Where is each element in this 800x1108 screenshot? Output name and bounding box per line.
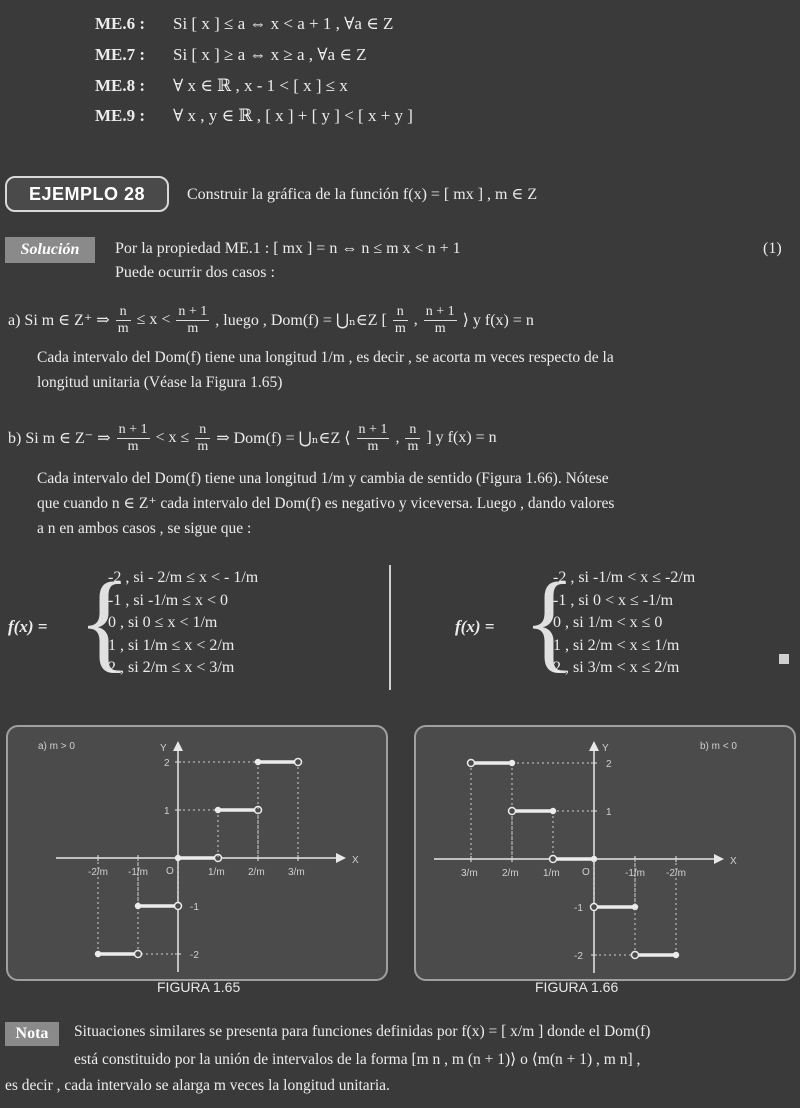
fraction-num: n + 1: [178, 303, 208, 319]
closed-endpoint: [135, 903, 141, 909]
property-label: ME.9 :: [95, 106, 146, 125]
open-endpoint: [550, 856, 557, 863]
closed-endpoint: [673, 952, 679, 958]
x-tick-label: 3/m: [461, 868, 478, 879]
property-text: Si [ x ] ≥ a ⇔ x ≥ a , ∀a ∈ Z: [173, 45, 367, 64]
figure-tag: a) m > 0: [38, 741, 75, 752]
closed-endpoint: [550, 808, 556, 814]
case-b-dom: ⇒ Dom(f) = ⋃ₙ∈Z ⟨: [216, 430, 351, 447]
fraction-num: n: [116, 304, 131, 321]
fraction: [117, 422, 150, 455]
nota-line3: es decir , cada intervalo se alarga m veces la longitud unitaria.: [5, 1077, 390, 1094]
closed-endpoint: [215, 807, 221, 813]
figure-165: [6, 725, 388, 981]
y-axis-arrow: [589, 741, 599, 751]
open-endpoint: [468, 760, 475, 767]
piecewise-left: [108, 567, 258, 680]
left-brace: {: [78, 560, 131, 682]
origin-label: O: [166, 866, 174, 877]
piece-row: 1 , si 1/m ≤ x < 2/m: [108, 636, 235, 654]
x-tick-label: 3/m: [288, 867, 305, 878]
figure-165-plot: [8, 727, 386, 979]
piece-row: 2 , si 2/m ≤ x < 3/m: [108, 659, 235, 676]
x-axis-arrow: [336, 853, 346, 863]
y-tick-label: 1: [606, 807, 612, 818]
case-a-dom: , luego , Dom(f) = ⋃ₙ∈Z [: [215, 312, 387, 329]
x-axis-arrow: [714, 854, 724, 864]
right-brace: {: [523, 560, 576, 682]
property-me6: [95, 14, 393, 34]
open-endpoint: [509, 808, 516, 815]
fraction: [176, 304, 209, 337]
case-b-lead: b) Si m ∈ Z⁻ ⇒: [8, 430, 111, 447]
text-line: que cuando n ∈ Z⁺ cada intervalo del Dom(f) es negativo y viceversa. Luego , dando valores: [37, 495, 615, 512]
case-b-sep: ,: [395, 429, 400, 446]
column-divider: [389, 565, 391, 690]
case-b-mid: < x ≤: [155, 429, 190, 446]
case-a-formula: [8, 300, 534, 340]
fraction-den: m: [197, 438, 209, 454]
text-line: Cada intervalo del Dom(f) tiene una longitud 1/m , es decir , se acorta m veces respecto de la: [37, 349, 614, 366]
y-axis-arrow: [173, 741, 183, 751]
text-line: Cada intervalo del Dom(f) tiene una longitud 1/m y cambia de sentido (Figura 1.66). Nótese: [37, 470, 609, 487]
x-axis-label: X: [352, 855, 359, 866]
property-me9: [95, 106, 413, 126]
piece-row: -1 , si 0 < x ≤ -1/m: [553, 591, 674, 609]
fx-right-label: f(x) =: [455, 617, 495, 636]
x-tick-label: -1/m: [625, 868, 645, 879]
x-tick-label: 2/m: [502, 868, 519, 879]
fraction: [357, 422, 390, 455]
property-text: ∀ x ∈ ℝ , x - 1 < [ x ] ≤ x: [173, 76, 348, 95]
y-tick-label: 2: [606, 759, 612, 770]
open-endpoint: [295, 759, 302, 766]
fraction-den: m: [117, 320, 129, 336]
x-axis-label: X: [730, 856, 737, 867]
piece-row: 2 , si 3/m < x ≤ 2/m: [553, 659, 680, 676]
fraction-num: n: [405, 422, 420, 439]
fraction-den: m: [407, 438, 419, 454]
open-endpoint: [175, 903, 182, 910]
x-tick-label: 1/m: [543, 868, 560, 879]
figure-166-caption: FIGURA 1.66: [535, 979, 619, 995]
case-a-sep: ,: [413, 311, 418, 328]
case-a-tail: ⟩ y f(x) = n: [462, 312, 534, 329]
y-tick-label: -1: [574, 903, 583, 914]
property-label: ME.6 :: [95, 14, 146, 33]
fraction: [424, 304, 457, 337]
fraction-den: m: [127, 438, 139, 454]
property-text: ∀ x , y ∈ ℝ , [ x ] + [ y ] < [ x + y ]: [173, 106, 413, 125]
case-b-formula: [8, 418, 497, 458]
example-badge: EJEMPLO 28: [5, 176, 169, 212]
figure-165-caption: FIGURA 1.65: [157, 979, 241, 995]
fx-left-label: f(x) =: [8, 617, 48, 636]
equation-number: (1): [763, 240, 782, 257]
property-me8: [95, 76, 348, 96]
open-endpoint: [632, 952, 639, 959]
fraction-num: n: [393, 304, 408, 321]
property-me7: [95, 45, 367, 65]
x-tick-label: -1/m: [128, 867, 148, 878]
piece-row: 1 , si 2/m < x ≤ 1/m: [553, 636, 680, 654]
y-tick-label: -2: [190, 950, 199, 961]
piece-row: 0 , si 0 ≤ x < 1/m: [108, 614, 218, 631]
fraction-den: m: [187, 320, 199, 336]
figure-166: [414, 725, 796, 981]
closed-endpoint: [95, 951, 101, 957]
x-tick-label: -2/m: [666, 868, 686, 879]
piece-row: -2 , si - 2/m ≤ x < - 1/m: [108, 569, 259, 586]
y-axis-label: Y: [602, 743, 609, 754]
nota-line2: está constituido por la unión de intervalos de la forma [m n , m (n + 1)⟩ o ⟨m(n + 1) , m n] ,: [74, 1051, 641, 1068]
text-line: a n en ambos casos , se sigue que :: [37, 520, 252, 537]
y-tick-label: -1: [190, 902, 199, 913]
case-b-tail: ] y f(x) = n: [426, 429, 497, 446]
solution-line1: Por la propiedad ME.1 : [ mx ] = n ⇔ n ≤ m x < n + 1: [115, 240, 461, 257]
open-endpoint: [591, 904, 598, 911]
case-a-lead: a) Si m ∈ Z⁺ ⇒: [8, 312, 110, 329]
piece-row: 0 , si 1/m < x ≤ 0: [553, 614, 663, 631]
fraction-num: n + 1: [425, 303, 455, 319]
text-line: longitud unitaria (Véase la Figura 1.65): [37, 374, 283, 391]
closed-endpoint: [509, 760, 515, 766]
solution-badge: Solución: [5, 237, 95, 263]
origin-label: O: [582, 867, 590, 878]
case-b-paragraph: [37, 466, 614, 541]
figure-tag: b) m < 0: [700, 741, 737, 752]
y-tick-label: 2: [164, 758, 170, 769]
solution-line2: Puede ocurrir dos casos :: [115, 264, 275, 281]
case-a-mid: ≤ x <: [136, 311, 171, 328]
piecewise-right: [553, 567, 695, 680]
x-tick-label: 1/m: [208, 867, 225, 878]
y-tick-label: 1: [164, 806, 170, 817]
y-axis-label: Y: [160, 743, 167, 754]
fraction: [405, 422, 420, 455]
x-tick-label: 2/m: [248, 867, 265, 878]
fraction: [116, 304, 131, 337]
fraction: [393, 304, 408, 337]
property-label: ME.7 :: [95, 45, 146, 64]
nota-line1: Situaciones similares se presenta para funciones definidas por f(x) = [ x/m ] donde el Dom(f): [74, 1023, 651, 1040]
case-a-paragraph: [37, 345, 614, 395]
piece-row: -2 , si -1/m < x ≤ -2/m: [553, 569, 696, 586]
property-label: ME.8 :: [95, 76, 146, 95]
fraction-num: n + 1: [358, 421, 388, 437]
fraction-num: n: [195, 422, 210, 439]
fraction-den: m: [394, 320, 406, 336]
fraction-den: m: [434, 320, 446, 336]
fraction-den: m: [367, 438, 379, 454]
nota-badge: Nota: [5, 1022, 59, 1046]
figure-166-plot: [416, 727, 794, 979]
fraction: [195, 422, 210, 455]
property-text: Si [ x ] ≤ a ⇔ x < a + 1 , ∀a ∈ Z: [173, 14, 394, 33]
closed-endpoint: [255, 759, 261, 765]
piece-row: -1 , si -1/m ≤ x < 0: [108, 591, 229, 609]
example-statement: Construir la gráfica de la función f(x) = [ mx ] , m ∈ Z: [187, 186, 538, 203]
x-tick-label: -2/m: [88, 867, 108, 878]
y-tick-label: -2: [574, 951, 583, 962]
fraction-num: n + 1: [118, 421, 148, 437]
open-endpoint: [135, 951, 142, 958]
closed-endpoint: [175, 855, 181, 861]
end-of-proof-square: [779, 654, 789, 664]
